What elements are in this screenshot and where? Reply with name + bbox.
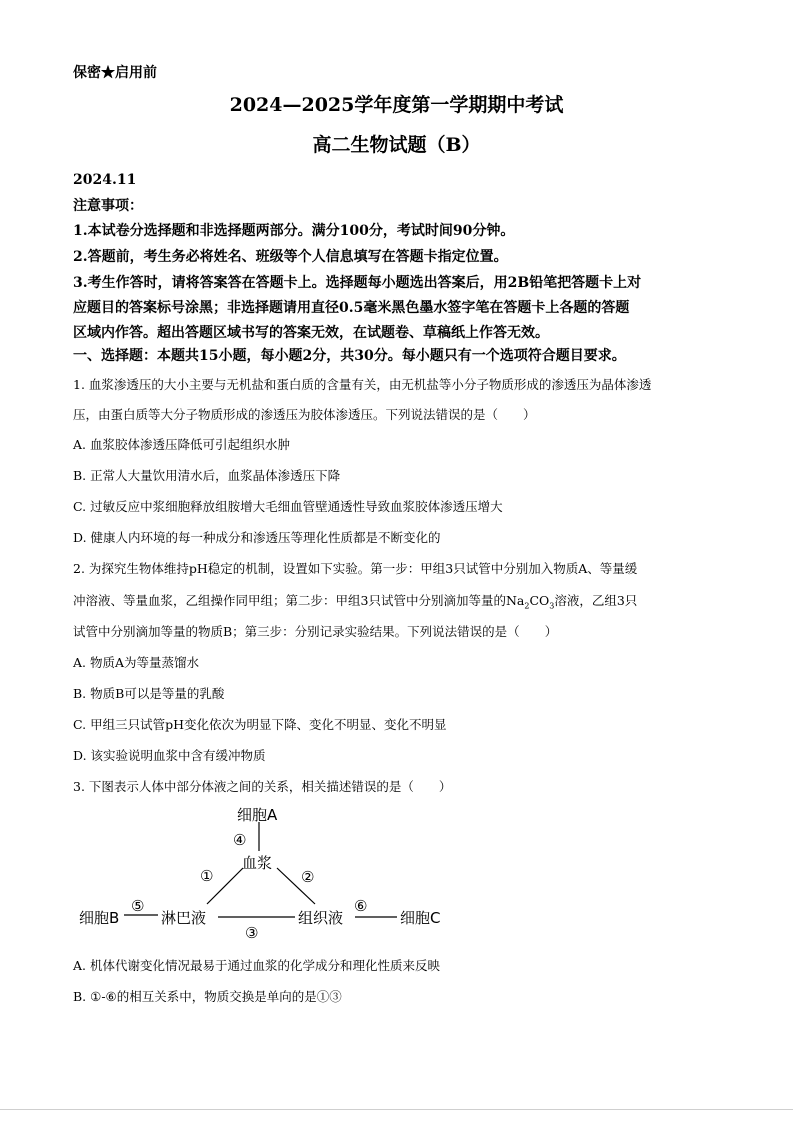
q2-stem-line-2 — [73, 591, 637, 611]
cell-b-label: 细胞B — [79, 909, 120, 927]
exam-date: 2024.11 — [73, 172, 137, 188]
q3-option-b: B. ①-⑥的相互关系中，物质交换是单向的是①③ — [73, 989, 342, 1004]
cell-c-label: 细胞C — [400, 909, 441, 927]
q3-option-a: A. 机体代谢变化情况最易于通过血浆的化学成分和理化性质来反映 — [73, 958, 440, 973]
section-1-heading: 一、选择题：本题共15小题，每小题2分，共30分。每小题只有一个选项符合题目要求。 — [73, 348, 626, 364]
circle-3: ③ — [245, 924, 259, 942]
q1-option-b: B. 正常人大量饮用清水后，血浆晶体渗透压下降 — [73, 468, 341, 483]
exam-subtitle: 高二生物试题（B） — [312, 134, 481, 156]
q1-option-c: C. 过敏反应中浆细胞释放组胺增大毛细血管壁通透性导致血浆胶体渗透压增大 — [73, 499, 503, 514]
q1-stem-line-1: 1. 血浆渗透压的大小主要与无机盐和蛋白质的含量有关，由无机盐等小分子物质形成的渗透压为晶体渗透 — [73, 377, 652, 392]
q2-line-2-mid: CO — [529, 593, 550, 608]
notice-item-2: 2.答题前，考生务必将姓名、班级等个人信息填写在答题卡指定位置。 — [73, 249, 508, 265]
circle-4: ④ — [233, 831, 247, 849]
q2-stem-line-1: 2. 为探究生物体维持pH稳定的机制，设置如下实验。第一步：甲组3只试管中分别加入物质A、等量缓 — [73, 561, 638, 576]
q2-option-a: A. 物质A为等量蒸馏水 — [73, 655, 200, 670]
secret-mark: 保密★启用前 — [73, 65, 157, 81]
q2-option-d: D. 该实验说明血浆中含有缓冲物质 — [73, 748, 266, 763]
q2-line-2-pre: 冲溶液、等量血浆，乙组操作同甲组；第二步：甲组3只试管中分别滴加等量的Na — [73, 593, 525, 608]
circle-5: ⑤ — [131, 897, 145, 915]
q1-stem-line-2: 压，由蛋白质等大分子物质形成的渗透压为胶体渗透压。下列说法错误的是（ ） — [73, 407, 536, 422]
q2-stem-line-3: 试管中分别滴加等量的物质B；第三步：分别记录实验结果。下列说法错误的是（ ） — [73, 624, 558, 639]
q3-stem: 3. 下图表示人体中部分体液之间的关系，相关描述错误的是（ ） — [73, 779, 452, 794]
plasma-label: 血浆 — [242, 854, 273, 872]
exam-title: 2024—2025学年度第一学期期中考试 — [229, 94, 564, 116]
page-bottom-rule — [0, 1109, 793, 1110]
circle-1: ① — [200, 867, 214, 885]
circle-2: ② — [301, 868, 315, 886]
lymph-label: 淋巴液 — [161, 909, 207, 927]
tissue-fluid-label: 组织液 — [298, 909, 344, 927]
notice-heading: 注意事项： — [73, 198, 143, 214]
body-fluid-diagram — [73, 800, 473, 950]
notice-item-3-line-1: 3.考生作答时，请将答案答在答题卡上。选择题每小题选出答案后，用2B铅笔把答题卡上对 — [73, 275, 642, 291]
q2-option-b: B. 物质B可以是等量的乳酸 — [73, 686, 225, 701]
q2-option-c: C. 甲组三只试管pH变化依次为明显下降、变化不明显、变化不明显 — [73, 717, 447, 732]
notice-item-1: 1.本试卷分选择题和非选择题两部分。满分100分，考试时间90分钟。 — [73, 223, 515, 239]
circle-6: ⑥ — [354, 897, 368, 915]
q2-sub-1: 2 — [524, 601, 530, 611]
q2-line-2-post: 溶液，乙组3只 — [554, 593, 638, 608]
notice-item-3-line-3: 区域内作答。超出答题区域书写的答案无效，在试题卷、草稿纸上作答无效。 — [73, 325, 549, 341]
q1-option-d: D. 健康人内环境的每一种成分和渗透压等理化性质都是不断变化的 — [73, 530, 441, 545]
q2-sub-2: 3 — [549, 601, 555, 611]
cell-a-label: 细胞A — [237, 806, 278, 824]
notice-item-3-line-2: 应题目的答案标号涂黑；非选择题请用直径0.5毫米黑色墨水签字笔在答题卡上各题的答题 — [73, 300, 630, 316]
q1-option-a: A. 血浆胶体渗透压降低可引起组织水肿 — [73, 437, 290, 452]
